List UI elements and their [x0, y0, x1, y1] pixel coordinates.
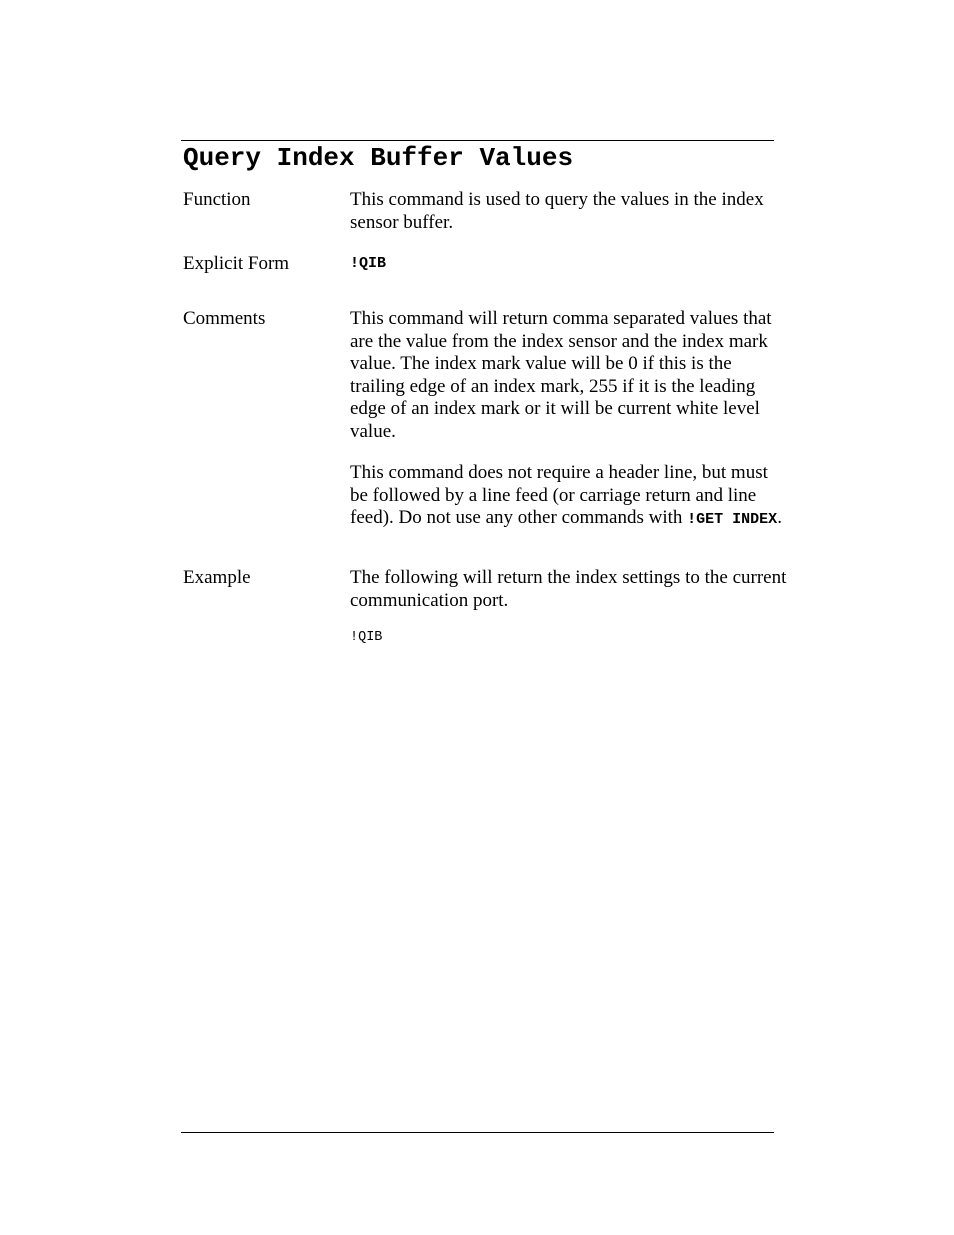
function-text: This command is used to query the values in the index sensor buffer.: [350, 189, 764, 233]
example-text: The following will return the index settings to the current communication port.: [350, 567, 787, 611]
example-code: !QIB: [350, 630, 383, 645]
bottom-rule: [181, 1132, 774, 1133]
page-title: Query Index Buffer Values: [183, 143, 574, 173]
example-label: Example: [183, 567, 251, 588]
comments-paragraph-2-end: .: [777, 507, 782, 529]
function-label: Function: [183, 189, 251, 210]
top-rule: [181, 140, 774, 141]
get-index-code: !GET INDEX: [687, 511, 778, 529]
comments-paragraph-1: This command will return comma separated values that are the value from the index sensor and the index mark value. The index mark value will be 0 if this is the trailing edge of an index mark, 255 if it is the leading edge of an index mark or it will be current white level value.: [350, 308, 772, 442]
comments-paragraph-2: [350, 462, 790, 532]
explicit-form-code: !QIB: [350, 255, 387, 272]
explicit-form-label: Explicit Form: [183, 253, 290, 274]
comments-paragraph-2-text: This command does not require a header line, but must be followed by a line feed (or carriage return and line feed). Do not use any other commands with: [350, 462, 768, 529]
comments-label: Comments: [183, 308, 266, 329]
